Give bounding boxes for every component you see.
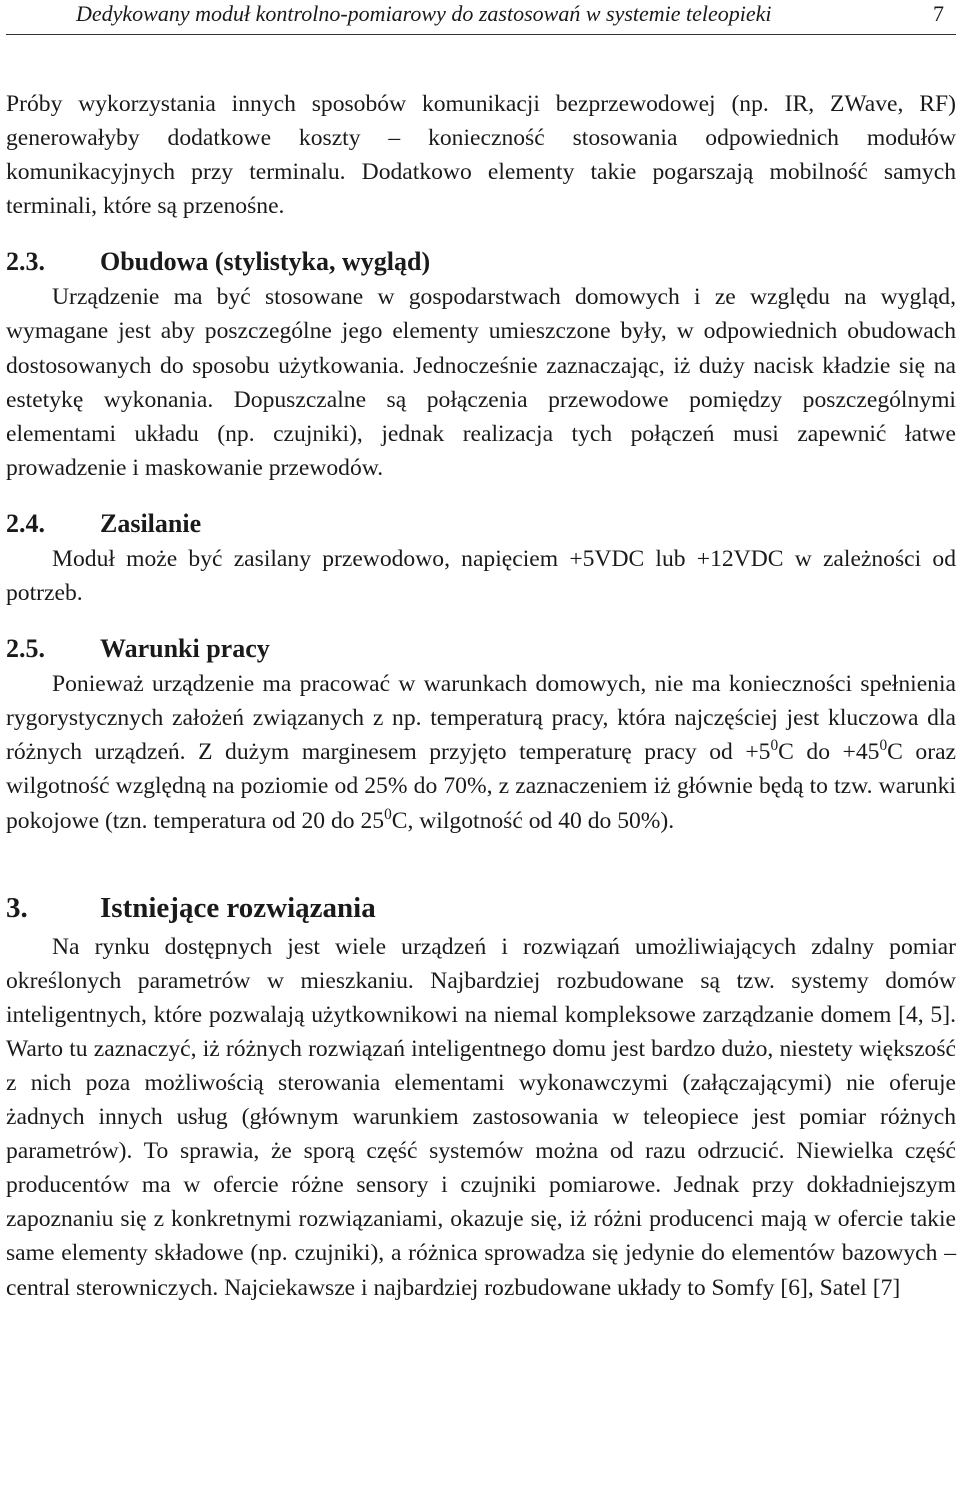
text-fragment: C, wilgotność od 40 do 50%). [391,807,675,834]
section-title: Warunki pracy [100,634,270,664]
section-2-3-paragraph: Urządzenie ma być stosowane w gospodarstwach domowych i ze względu na wygląd, wymagane jest aby poszczególne jego elementy umieszczone były, w odpowiednich obudowach dostosowanych do sposobu użytkowania. Jednocześnie zaznaczając, iż duży nacisk kładzie się na estetykę wykonania. Dopuszczalne są połączenia przewodowe pomiędzy poszczególnymi elementami układu (np. czujniki), jednak realizacja tych połączeń musi zapewnić łatwe prowadzenie i maskowanie przewodów. [6,284,956,481]
text-fragment: C oraz wilgotność względną na poziomie od 25% do 70%, z zaznaczeniem iż głównie będą to tzw. warunki pokojowe (tzn. temperatura od 20 do 25 [6,739,957,834]
text-fragment: Ponieważ urządzenie ma pracować w warunkach domowych, nie ma konieczności spełnienia rygorystycznych założeń związanych z np. temperaturą pracy, która najczęściej jest kluczowa dla różnych urządzeń. Z dużym marginesem przyjęto temperaturę pracy od +5 [6,671,956,766]
text-fragment: C do +45 [778,739,880,766]
degree-superscript: 0 [384,805,392,823]
section-number: 2.3. [6,247,45,277]
degree-superscript: 0 [770,737,779,755]
degree-superscript: 0 [879,737,888,755]
section-number: 2.4. [6,508,45,538]
section-3-paragraph: Na rynku dostępnych jest wiele urządzeń i rozwiązań umożliwiających zdalny pomiar określonych parametrów w mieszkaniu. Najbardziej rozbudowane są tzw. systemy domów inteligentnych, które pozwalają użytkownikowi na niemal kompleksowe zarządzanie domem [4, 5]. Warto tu zaznaczyć, iż różnych rozwiązań inteligentnego domu jest bardzo dużo, niestety większość z nich poza możliwością sterowania elementami wykonawczymi (załączającymi) nie oferuje żadnych innych usług (głównym warunkiem zastosowania w teleopiece jest pomiar różnych parametrów). To sprawia, że sporą część systemów można od razu odrzucić. Niewielka część producentów ma w ofercie różne sensory i czujniki pomiarowe. Jednak przy dokładniejszym zapoznaniu się z konkretnymi rozwiązaniami, okazuje się, iż różni producenci mają w ofercie takie same elementy składowe (np. czujniki), a różnica sprowadza się jedynie do elementów bazowych – central sterowniczych. Najciekawsze i najbardziej rozbudowane układy to Somfy [6], Satel [7] [6,933,956,1301]
section-2-4-paragraph: Moduł może być zasilany przewodowo, napięciem +5VDC lub +12VDC w zależności od potrzeb. [6,545,956,607]
body-text [6,87,956,1305]
section-heading-2-5 [6,631,956,667]
section-heading-3 [6,888,956,928]
running-header [6,0,956,35]
section-title: Obudowa (stylistyka, wygląd) [100,247,431,277]
section-title: Istniejące rozwiązania [100,891,376,924]
page-number: 7 [933,1,944,26]
section-heading-2-3 [6,244,956,280]
section-2-5-paragraph [6,667,956,837]
page [6,0,956,1305]
section-heading-2-4 [6,506,956,542]
running-header-title: Dedykowany moduł kontrolno-pomiarowy do zastosowań w systemie teleopieki [76,1,772,26]
section-number: 3. [6,891,28,924]
section-title: Zasilanie [100,508,202,538]
section-number: 2.5. [6,634,45,664]
intro-paragraph: Próby wykorzystania innych sposobów komunikacji bezprzewodowej (np. IR, ZWave, RF) generowałyby dodatkowe koszty – konieczność stosowania odpowiednich modułów komunikacyjnych przy terminalu. Dodatkowo elementy takie pogarszają mobilność samych terminali, które są przenośne. [6,91,956,220]
